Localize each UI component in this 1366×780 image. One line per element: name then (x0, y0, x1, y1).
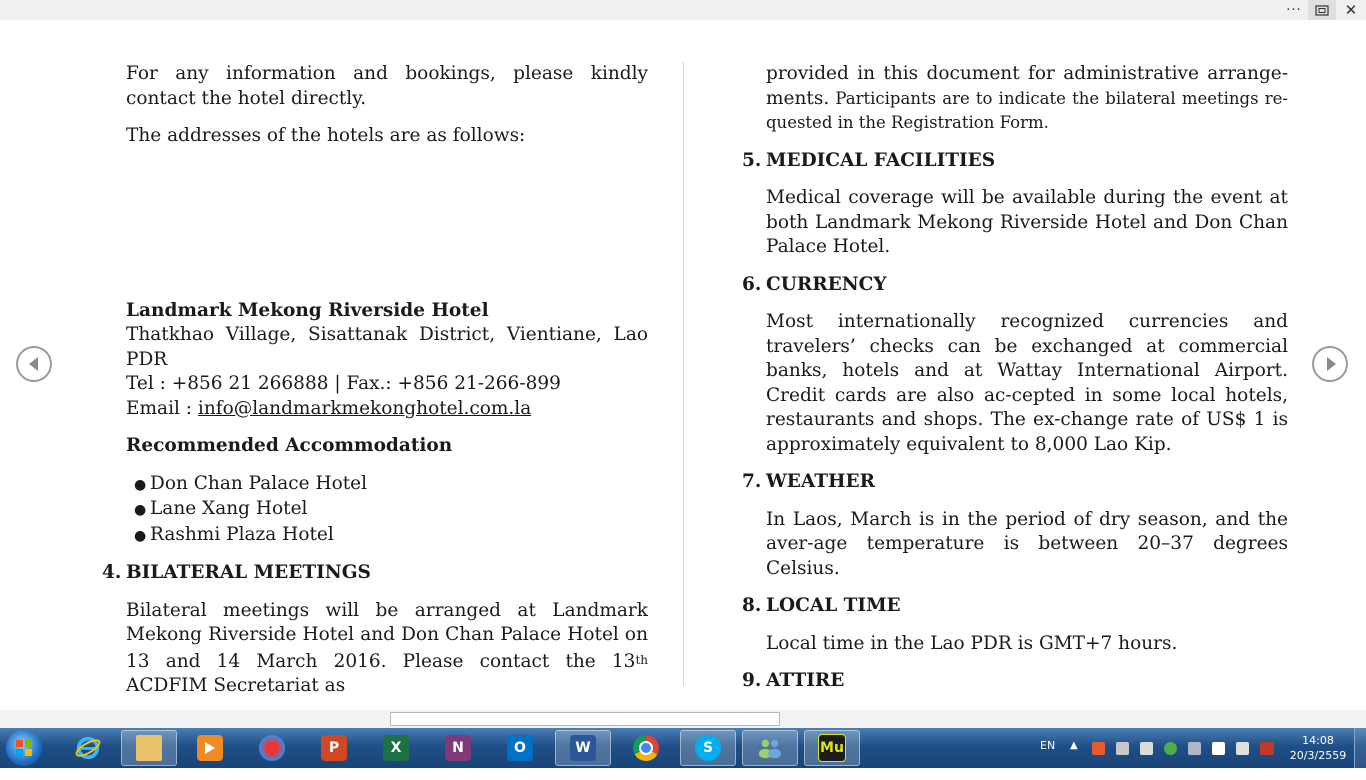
outlook-icon: O (507, 735, 533, 761)
close-button[interactable]: ✕ (1344, 1, 1358, 19)
section-heading-attire (742, 669, 1288, 694)
network-signal-icon[interactable] (1260, 742, 1274, 755)
section-heading-weather (742, 470, 1288, 495)
word-icon: W (570, 735, 596, 761)
fit-window-button[interactable] (1308, 0, 1336, 20)
section-number: 6. (742, 273, 762, 295)
section-title: BILATERAL MEETINGS (126, 562, 371, 583)
excel-icon: X (383, 735, 409, 761)
taskbar-muse[interactable] (804, 730, 860, 766)
taskbar-skype[interactable] (680, 730, 736, 766)
clock-time: 14:08 (1302, 734, 1334, 747)
taskbar-network-people[interactable] (742, 730, 798, 766)
medical-paragraph: Medical coverage will be available during the event at both Landmark Mekong Riverside Hotel and Don Chan Palace Hotel. (766, 187, 1288, 257)
taskbar-word[interactable] (555, 730, 611, 766)
list-item: ● Lane Xang Hotel (150, 497, 648, 523)
language-indicator[interactable]: EN (1040, 739, 1056, 752)
ordinal-suffix: th (635, 652, 648, 667)
flag-icon[interactable] (1116, 742, 1129, 755)
continued-paragraph (766, 62, 1288, 136)
taskbar-file-explorer[interactable] (121, 730, 177, 766)
show-desktop-button[interactable] (1354, 728, 1366, 768)
windows-logo-icon (16, 740, 32, 756)
hotel-address: Thatkhao Village, Sisattanak District, Vientiane, Lao PDR (126, 324, 648, 370)
action-center-icon[interactable] (1092, 742, 1105, 755)
clock-date: 20/3/2559 (1289, 749, 1347, 762)
scrollbar-thumb[interactable] (390, 712, 780, 726)
show-hidden-icons-button[interactable]: ▲ (1070, 740, 1078, 751)
device-icon[interactable] (1188, 742, 1201, 755)
bilateral-text-end: ACDFIM Secretariat as (126, 675, 346, 696)
sync-icon[interactable] (1164, 742, 1177, 755)
taskbar-excel[interactable] (368, 730, 424, 766)
section-number: 7. (742, 471, 762, 492)
section-number: 9. (742, 670, 762, 691)
taskbar-media-player[interactable] (182, 730, 238, 766)
removable-drive-icon[interactable] (1212, 742, 1225, 755)
arrow-right-icon (1327, 357, 1336, 371)
taskbar-powerpoint[interactable] (306, 730, 362, 766)
section-number: 5. (742, 149, 762, 171)
hotel-name: Landmark Mekong Riverside Hotel (126, 299, 489, 321)
arrow-left-icon (29, 357, 38, 371)
hotel-phone: Tel : +856 21 266888 | Fax.: +856 21-266-899 (126, 373, 561, 394)
internet-explorer-icon (75, 735, 101, 761)
taskbar-outlook[interactable] (492, 730, 548, 766)
section-title: WEATHER (766, 471, 875, 492)
fit-window-icon (1315, 5, 1329, 16)
continued-text-small: Participants are to indicate the bilateral meetings re-quested in the Registration Form. (766, 88, 1288, 132)
system-clock[interactable] (1288, 733, 1348, 773)
onenote-icon: N (445, 735, 471, 761)
section-heading-currency (742, 273, 1288, 298)
section-title: CURRENCY (766, 273, 887, 295)
taskbar (0, 728, 1366, 768)
recommended-heading: Recommended Accommodation (126, 435, 453, 456)
chrome-icon (633, 735, 659, 761)
window-titlebar (0, 0, 1366, 20)
addresses-intro: The addresses of the hotels are as follows: (126, 125, 526, 146)
section-heading-local-time (742, 594, 1288, 619)
taskbar-browser[interactable] (244, 730, 300, 766)
taskbar-chrome[interactable] (618, 730, 674, 766)
recommended-list (126, 472, 648, 549)
continued-text: provided in this document for administrative arrange-ments. (766, 63, 1288, 109)
section-number: 8. (742, 595, 762, 616)
previous-page-button[interactable] (16, 346, 52, 382)
network-people-icon (757, 735, 783, 761)
currency-paragraph: Most internationally recognized currencies and travelers’ checks can be exchanged at commercial banks, hotels and at Wattay International Airport. Credit cards are also ac-cepted in some local hotels, restaurants and shops. The ex-change rate of US$ 1 is approximately equivalent to 8,000 Lao Kip. (766, 311, 1288, 455)
document-right-column (742, 62, 1288, 694)
document-left-column (102, 62, 648, 699)
list-item: ● Rashmi Plaza Hotel (150, 523, 648, 549)
muse-icon: Mu (818, 734, 846, 762)
section-title: MEDICAL FACILITIES (766, 149, 996, 171)
section-title: ATTIRE (766, 670, 845, 691)
skype-icon: S (695, 735, 721, 761)
section-title: LOCAL TIME (766, 595, 901, 616)
volume-muted-icon[interactable] (1236, 742, 1249, 755)
column-divider (683, 62, 684, 686)
more-options-button[interactable]: ··· (1286, 2, 1302, 18)
contact-paragraph: For any information and bookings, please kindly contact the hotel directly. (126, 63, 648, 109)
next-page-button[interactable] (1312, 346, 1348, 382)
media-player-icon (197, 735, 223, 761)
weather-paragraph: In Laos, March is in the period of dry season, and the aver-age temperature is between 20–37 degrees Celsius. (766, 508, 1288, 579)
list-item: ● Don Chan Palace Hotel (150, 472, 648, 498)
email-link[interactable]: info@landmarkmekonghotel.com.la (197, 397, 532, 419)
file-explorer-icon (136, 735, 162, 761)
section-heading-bilateral (102, 561, 648, 586)
local-time-paragraph: Local time in the Lao PDR is GMT+7 hours. (766, 632, 1178, 654)
bilateral-text: Bilateral meetings will be arranged at Landmark Mekong Riverside Hotel and Don Chan Palace Hotel on 13 and 14 March 2016. Please contact the 13 (126, 599, 648, 672)
taskbar-internet-explorer[interactable] (60, 730, 116, 766)
bilateral-paragraph (126, 599, 648, 699)
tool-icon[interactable] (1140, 742, 1153, 755)
section-number: 4. (102, 562, 122, 583)
horizontal-scrollbar[interactable] (0, 710, 1366, 728)
taskbar-onenote[interactable] (430, 730, 486, 766)
start-button[interactable] (6, 730, 42, 766)
powerpoint-icon: P (321, 735, 347, 761)
browser-icon (259, 735, 285, 761)
email-label: Email : (126, 397, 198, 419)
hotel-email (126, 397, 648, 422)
section-heading-medical (742, 149, 1288, 174)
